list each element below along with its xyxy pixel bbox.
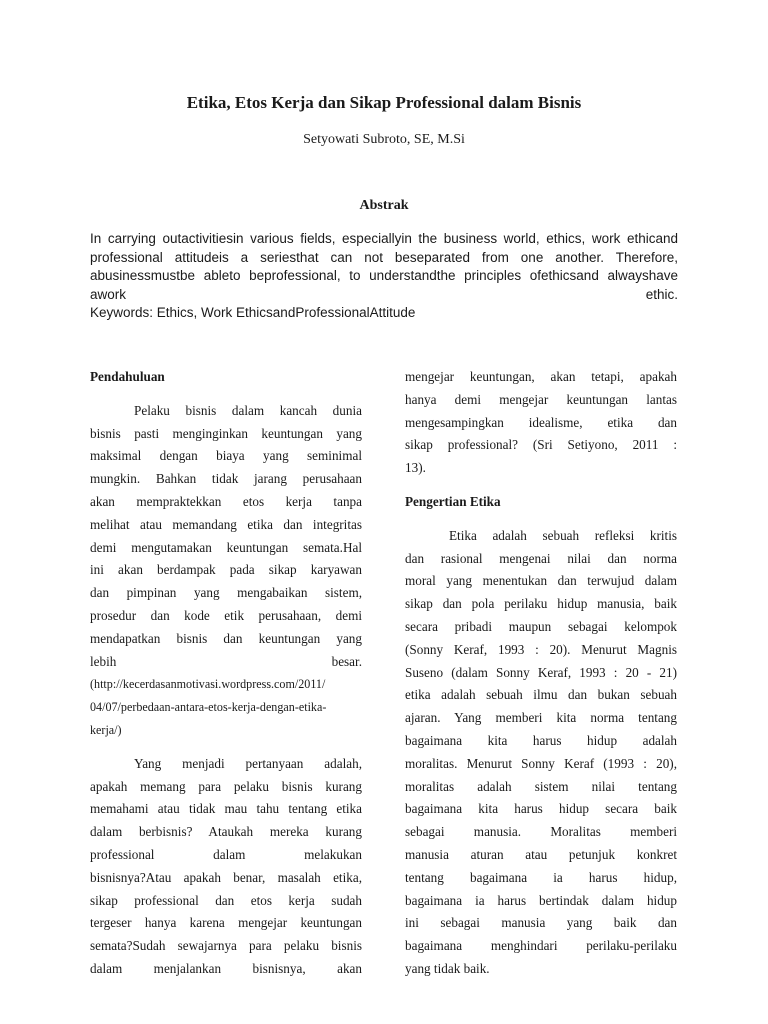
paragraph-question: [90, 753, 362, 981]
abstract-line: professional attitudeis a seriesthat can not beseparated from one another. Therefore,: [90, 249, 678, 265]
abstract-heading: Abstrak: [359, 198, 409, 213]
section-heading-pendahuluan: Pendahuluan: [90, 369, 165, 384]
right-column: [405, 366, 677, 992]
text-line: secara pribadi maupun sebagai kelompok: [405, 618, 677, 634]
text-line: bagaimana kita harus hidup adalah: [405, 732, 677, 748]
text-line: akan mempraktekkan etos kerja tanpa: [90, 493, 362, 509]
text-line: etika adalah sebuah ilmu dan bukan sebuah: [405, 687, 677, 703]
text-line: (Sonny Keraf, 1993 : 20). Menurut Magnis: [405, 641, 677, 657]
text-line: maksimal dengan biaya yang seminimal: [90, 448, 362, 464]
citation-url-line: 04/07/perbedaan-antara-etos-kerja-dengan-etika-: [90, 700, 327, 715]
text-line: ini akan berdampak pada sikap karyawan: [90, 562, 362, 578]
text-line: tergeser hanya karena mengejar keuntungan: [90, 915, 362, 931]
text-line: mungkin. Bahkan tidak jarang perusahaan: [90, 471, 362, 487]
paragraph-definition: [405, 525, 677, 981]
text-line: prosedur dan kode etik perusahaan, demi: [90, 607, 362, 623]
paragraph-intro: [90, 400, 362, 742]
text-line: Suseno (dalam Sonny Keraf, 1993 : 20 - 21): [405, 664, 677, 680]
text-line: moralitas adalah sistem nilai tentang: [405, 778, 677, 794]
text-line: semata?Sudah sewajarnya para pelaku bisnis: [90, 938, 362, 954]
text-line: dan pimpinan yang mengabaikan sistem,: [90, 585, 362, 601]
abstract-keywords: Keywords: Ethics, Work EthicsandProfessionalAttitude: [90, 305, 416, 321]
text-line: dan rasional mengenai nilai dan norma: [405, 550, 677, 566]
section-heading-pengertian-etika: Pengertian Etika: [405, 493, 501, 509]
text-line: apakah memang para pelaku bisnis kurang: [90, 778, 362, 794]
text-line: ajaran. Yang memberi kita norma tentang: [405, 710, 677, 726]
text-line: ini sebagai manusia yang baik dan: [405, 915, 677, 931]
text-line: lebih besar.: [90, 653, 362, 669]
text-line: 13).: [405, 460, 426, 476]
abstract-line: abusinessmustbe ableto beprofessional, to understandthe principles ofethicsand alwayshave: [90, 268, 678, 284]
text-line: moral yang menentukan dan terwujud dalam: [405, 573, 677, 589]
text-line: sebagai manusia. Moralitas memberi: [405, 824, 677, 840]
text-line: tentang bagaimana ia harus hidup,: [405, 869, 677, 885]
text-line: bisnisnya?Atau apakah benar, masalah etika,: [90, 869, 362, 885]
text-line: bisnis pasti menginginkan keuntungan yang: [90, 425, 362, 441]
paragraph-continued: [405, 366, 677, 480]
paper-title: Etika, Etos Kerja dan Sikap Professional dalam Bisnis: [186, 93, 582, 112]
text-line: melihat atau memandang etika dan integritas: [90, 516, 362, 532]
text-line: sikap professional dan etos kerja sudah: [90, 892, 362, 908]
abstract-line: In carrying outactivitiesin various fields, especiallyin the business world, ethics, work ethicand: [90, 231, 678, 246]
abstract-body: [90, 230, 678, 323]
text-line: professional dalam melakukan: [90, 846, 362, 862]
text-line: moralitas. Menurut Sonny Keraf (1993 : 20),: [405, 755, 677, 771]
text-line: dalam menjalankan bisnisnya, akan: [90, 960, 362, 976]
text-line: memahami atau tidak mau tahu tentang etika: [90, 801, 362, 817]
text-line: mendapatkan bisnis dan keuntungan yang: [90, 630, 362, 646]
abstract-line: awork ethic.: [90, 286, 678, 302]
text-line: Pelaku bisnis dalam kancah dunia: [134, 402, 362, 418]
text-line: bagaimana ia harus bertindak dalam hidup: [405, 892, 677, 908]
text-line: dalam berbisnis? Ataukah mereka kurang: [90, 824, 362, 840]
text-line: mengesampingkan idealisme, etika dan: [405, 414, 677, 430]
text-line: sikap professional? (Sri Setiyono, 2011 :: [405, 437, 677, 453]
citation-url-line: kerja/): [90, 722, 122, 737]
text-line: hanya demi mengejar keuntungan lantas: [405, 391, 677, 407]
text-line: bagaimana kita harus hidup secara baik: [405, 801, 677, 817]
author-name: Setyowati Subroto, SE, M.Si: [303, 132, 465, 147]
text-line: Etika adalah sebuah refleksi kritis: [449, 527, 677, 543]
citation-url-line: (http://kecerdasanmotivasi.wordpress.com/2011/: [90, 677, 326, 692]
text-line: sikap dan pola perilaku hidup manusia, baik: [405, 596, 677, 612]
text-line: bagaimana menghindari perilaku-perilaku: [405, 938, 677, 954]
text-line: yang tidak baik.: [405, 960, 490, 976]
left-column: [90, 366, 362, 992]
text-line: demi mengutamakan keuntungan semata.Hal: [90, 539, 362, 555]
text-line: manusia aturan atau petunjuk konkret: [405, 846, 677, 862]
text-line: Yang menjadi pertanyaan adalah,: [134, 755, 362, 771]
text-line: mengejar keuntungan, akan tetapi, apakah: [405, 369, 677, 384]
